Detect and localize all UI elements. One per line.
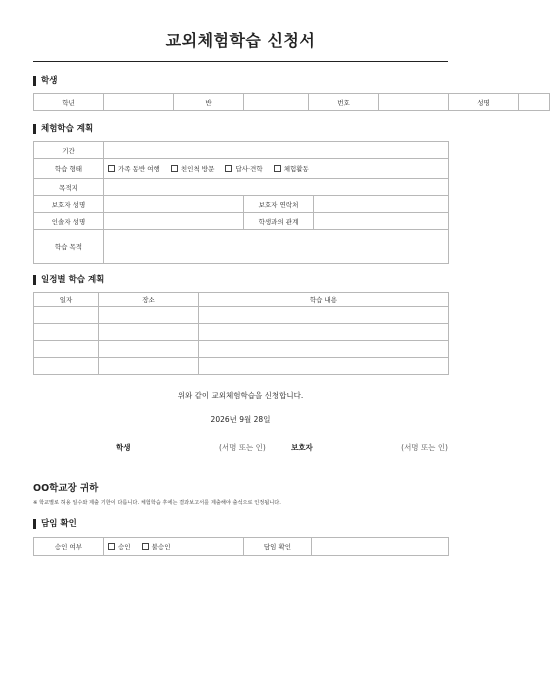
student-info-table <box>33 93 550 111</box>
section-heading-schedule: 일정별 학습 계획 <box>33 275 104 285</box>
grade-field[interactable] <box>104 94 174 111</box>
schedule-content-cell[interactable] <box>199 341 449 358</box>
application-statement: 위와 같이 교외체험학습을 신청합니다. <box>177 391 304 400</box>
section-heading-plan: 체험학습 계획 <box>33 124 93 134</box>
guardian-sign-field[interactable]: (서명 또는 인) <box>401 443 448 452</box>
class-label: 반 <box>174 94 244 111</box>
type-option-family-trip[interactable]: 가족 동반 여행 <box>108 164 160 173</box>
signature-row <box>33 442 448 454</box>
type-option-experience[interactable]: 체험활동 <box>274 164 309 173</box>
notice-text: ※ 학교별로 허용 일수와 제출 기한이 다릅니다. 체험학습 후에는 결과보고서를 제출해야 출석으로 인정됩니다. <box>33 500 281 506</box>
schedule-date-cell[interactable] <box>34 307 99 324</box>
approval-option-reject[interactable]: 불승인 <box>142 542 171 551</box>
purpose-label: 학습 목적 <box>34 230 104 264</box>
schedule-content-cell[interactable] <box>199 307 449 324</box>
table-row <box>34 341 449 358</box>
addressee: OO학교장 귀하 <box>33 483 99 494</box>
grade-label: 학년 <box>34 94 104 111</box>
checkbox-icon <box>108 165 115 172</box>
guardian-contact-label: 보호자 연락처 <box>244 196 314 213</box>
type-label: 학습 형태 <box>34 159 104 179</box>
section-heading-approval: 담임 확인 <box>33 519 77 529</box>
student-sign-field[interactable]: (서명 또는 인) <box>219 443 266 452</box>
form-title: 교외체험학습 신청서 <box>165 31 316 50</box>
schedule-place-cell[interactable] <box>99 358 199 375</box>
guardian-name-label: 보호자 성명 <box>34 196 104 213</box>
period-label: 기간 <box>34 142 104 159</box>
name-field[interactable] <box>519 94 550 111</box>
table-row <box>34 307 449 324</box>
checkbox-icon <box>108 543 115 550</box>
schedule-place-cell[interactable] <box>99 324 199 341</box>
approval-table <box>33 537 449 556</box>
escort-name-label: 인솔자 성명 <box>34 213 104 230</box>
schedule-date-cell[interactable] <box>34 358 99 375</box>
class-field[interactable] <box>244 94 309 111</box>
relation-label: 학생과의 관계 <box>244 213 314 230</box>
destination-label: 목적지 <box>34 179 104 196</box>
guardian-name-field[interactable] <box>104 196 244 213</box>
period-field[interactable] <box>104 142 449 159</box>
schedule-header-content: 학습 내용 <box>199 293 449 307</box>
purpose-field[interactable] <box>104 230 449 264</box>
schedule-content-cell[interactable] <box>199 358 449 375</box>
schedule-content-cell[interactable] <box>199 324 449 341</box>
schedule-date-cell[interactable] <box>34 341 99 358</box>
checkbox-icon <box>274 165 281 172</box>
type-option-relative-visit[interactable]: 친인척 방문 <box>171 164 214 173</box>
type-options <box>104 159 449 179</box>
schedule-place-cell[interactable] <box>99 307 199 324</box>
title-divider <box>33 61 448 62</box>
schedule-date-cell[interactable] <box>34 324 99 341</box>
section-heading-student: 학생 <box>33 76 57 86</box>
relation-field[interactable] <box>314 213 449 230</box>
checkbox-icon <box>171 165 178 172</box>
student-sign-label: 학생 <box>116 443 131 452</box>
schedule-table <box>33 292 449 375</box>
application-date: 2026년 9월 28일 <box>210 415 271 424</box>
name-label: 성명 <box>449 94 519 111</box>
teacher-confirm-label: 담임 확인 <box>244 538 312 556</box>
schedule-header-place: 장소 <box>99 293 199 307</box>
destination-field[interactable] <box>104 179 449 196</box>
table-row <box>34 358 449 375</box>
guardian-sign-label: 보호자 <box>291 443 313 452</box>
approval-option-approve[interactable]: 승인 <box>108 542 131 551</box>
teacher-confirm-field[interactable] <box>312 538 449 556</box>
number-field[interactable] <box>379 94 449 111</box>
checkbox-icon <box>142 543 149 550</box>
number-label: 번호 <box>309 94 379 111</box>
escort-name-field[interactable] <box>104 213 244 230</box>
approval-options <box>104 538 244 556</box>
schedule-place-cell[interactable] <box>99 341 199 358</box>
guardian-contact-field[interactable] <box>314 196 449 213</box>
table-row <box>34 324 449 341</box>
approval-label: 승인 여부 <box>34 538 104 556</box>
plan-table <box>33 141 449 264</box>
schedule-header-date: 일자 <box>34 293 99 307</box>
checkbox-icon <box>225 165 232 172</box>
type-option-field-trip[interactable]: 답사·견학 <box>225 164 262 173</box>
